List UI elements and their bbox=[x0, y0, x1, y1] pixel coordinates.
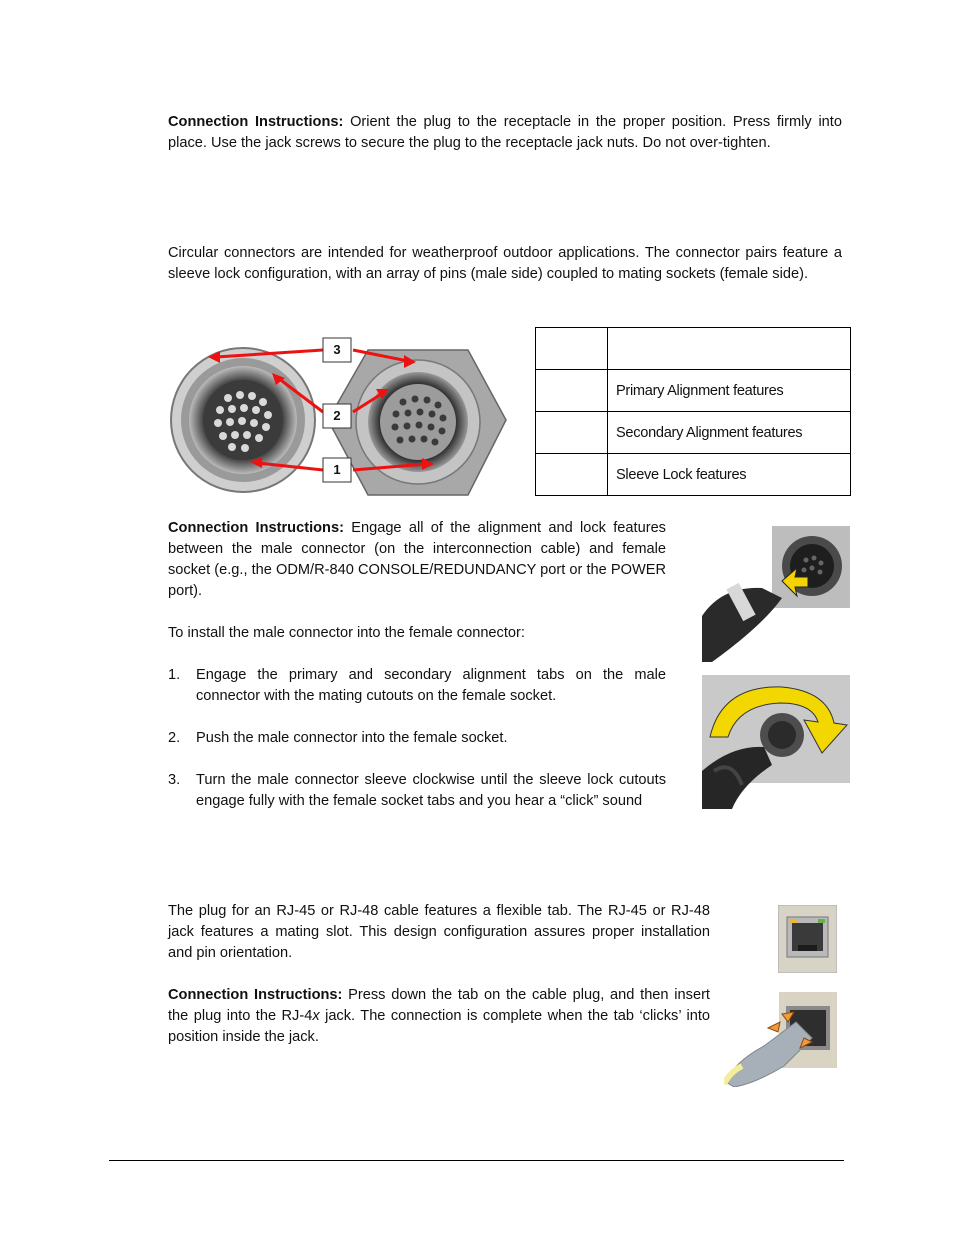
circular-instructions-label: Connection Instructions: bbox=[168, 520, 344, 536]
table-row bbox=[536, 412, 851, 454]
callout-label-1: 1 bbox=[333, 462, 341, 477]
table-cell-label: Secondary Alignment features bbox=[608, 412, 851, 454]
dsub-instructions bbox=[168, 112, 842, 154]
step-number: 1. bbox=[168, 667, 181, 683]
table-row bbox=[536, 370, 851, 412]
dsub-instructions-text: Orient the plug to the receptacle in the proper position. Press firmly into place. Use the jack screws to secure the plug to the receptacle jack nuts. Do not over-tighten. bbox=[168, 114, 842, 151]
rj-instructions-post: jack. The connection is complete when the tab ‘clicks’ into position inside the jack. bbox=[168, 1008, 710, 1045]
dsub-instructions-label: Connection Instructions: bbox=[168, 114, 344, 130]
connector-rotate-photo bbox=[702, 675, 850, 809]
footer-rule bbox=[109, 1160, 844, 1161]
table-cell-label: Primary Alignment features bbox=[608, 370, 851, 412]
circular-instructions-text: Engage all of the alignment and lock features between the male connector (on the interconnection cable) and female socket (e.g., the ODM/R-840 CONSOLE/REDUNDANCY port or the POWER port). bbox=[168, 520, 666, 599]
table-cell-num bbox=[536, 412, 608, 454]
table-header-cell bbox=[536, 328, 608, 370]
list-item bbox=[168, 665, 666, 707]
step-number: 3. bbox=[168, 772, 181, 788]
table-cell-num bbox=[536, 370, 608, 412]
rj-jack-photo bbox=[778, 905, 837, 973]
connector-insert-photo bbox=[702, 526, 850, 662]
rj-instructions bbox=[168, 985, 710, 1048]
table-cell-num bbox=[536, 454, 608, 496]
table-header-row bbox=[536, 328, 851, 370]
list-item bbox=[168, 728, 666, 749]
callout-label-2: 2 bbox=[333, 408, 341, 423]
features-table bbox=[535, 327, 851, 496]
step-text: Push the male connector into the female socket. bbox=[196, 730, 508, 746]
circular-instructions bbox=[168, 518, 666, 602]
step-text: Engage the primary and secondary alignment tabs on the male connector with the mating cutouts on the female socket. bbox=[196, 667, 666, 704]
step-text: Turn the male connector sleeve clockwise until the sleeve lock cutouts engage fully with the female socket tabs and you hear a “click” sound bbox=[196, 772, 666, 809]
circular-intro: Circular connectors are intended for weatherproof outdoor applications. The connector pairs feature a sleeve lock configuration, with an array of pins (male side) coupled to mating sockets (female side). bbox=[168, 245, 842, 282]
rj-instructions-label: Connection Instructions: bbox=[168, 987, 343, 1003]
callout-label-3: 3 bbox=[333, 342, 341, 357]
rj-intro: The plug for an RJ-45 or RJ-48 cable features a flexible tab. The RJ-45 or RJ-48 jack features a mating slot. This design configuration assures proper installation and pin orientation. bbox=[168, 903, 710, 961]
rj-instructions-pre: Press down the tab on the cable plug, and then insert the plug into the RJ-4 bbox=[168, 987, 710, 1024]
list-item bbox=[168, 770, 666, 812]
install-steps bbox=[168, 665, 666, 833]
table-cell-label: Sleeve Lock features bbox=[608, 454, 851, 496]
table-header-cell bbox=[608, 328, 851, 370]
install-intro: To install the male connector into the female connector: bbox=[168, 625, 525, 641]
step-number: 2. bbox=[168, 730, 181, 746]
rj-plug-photo bbox=[724, 992, 837, 1087]
table-row bbox=[536, 454, 851, 496]
rj-instructions-italic: x bbox=[312, 1008, 320, 1024]
circular-connector-figure bbox=[168, 330, 508, 500]
